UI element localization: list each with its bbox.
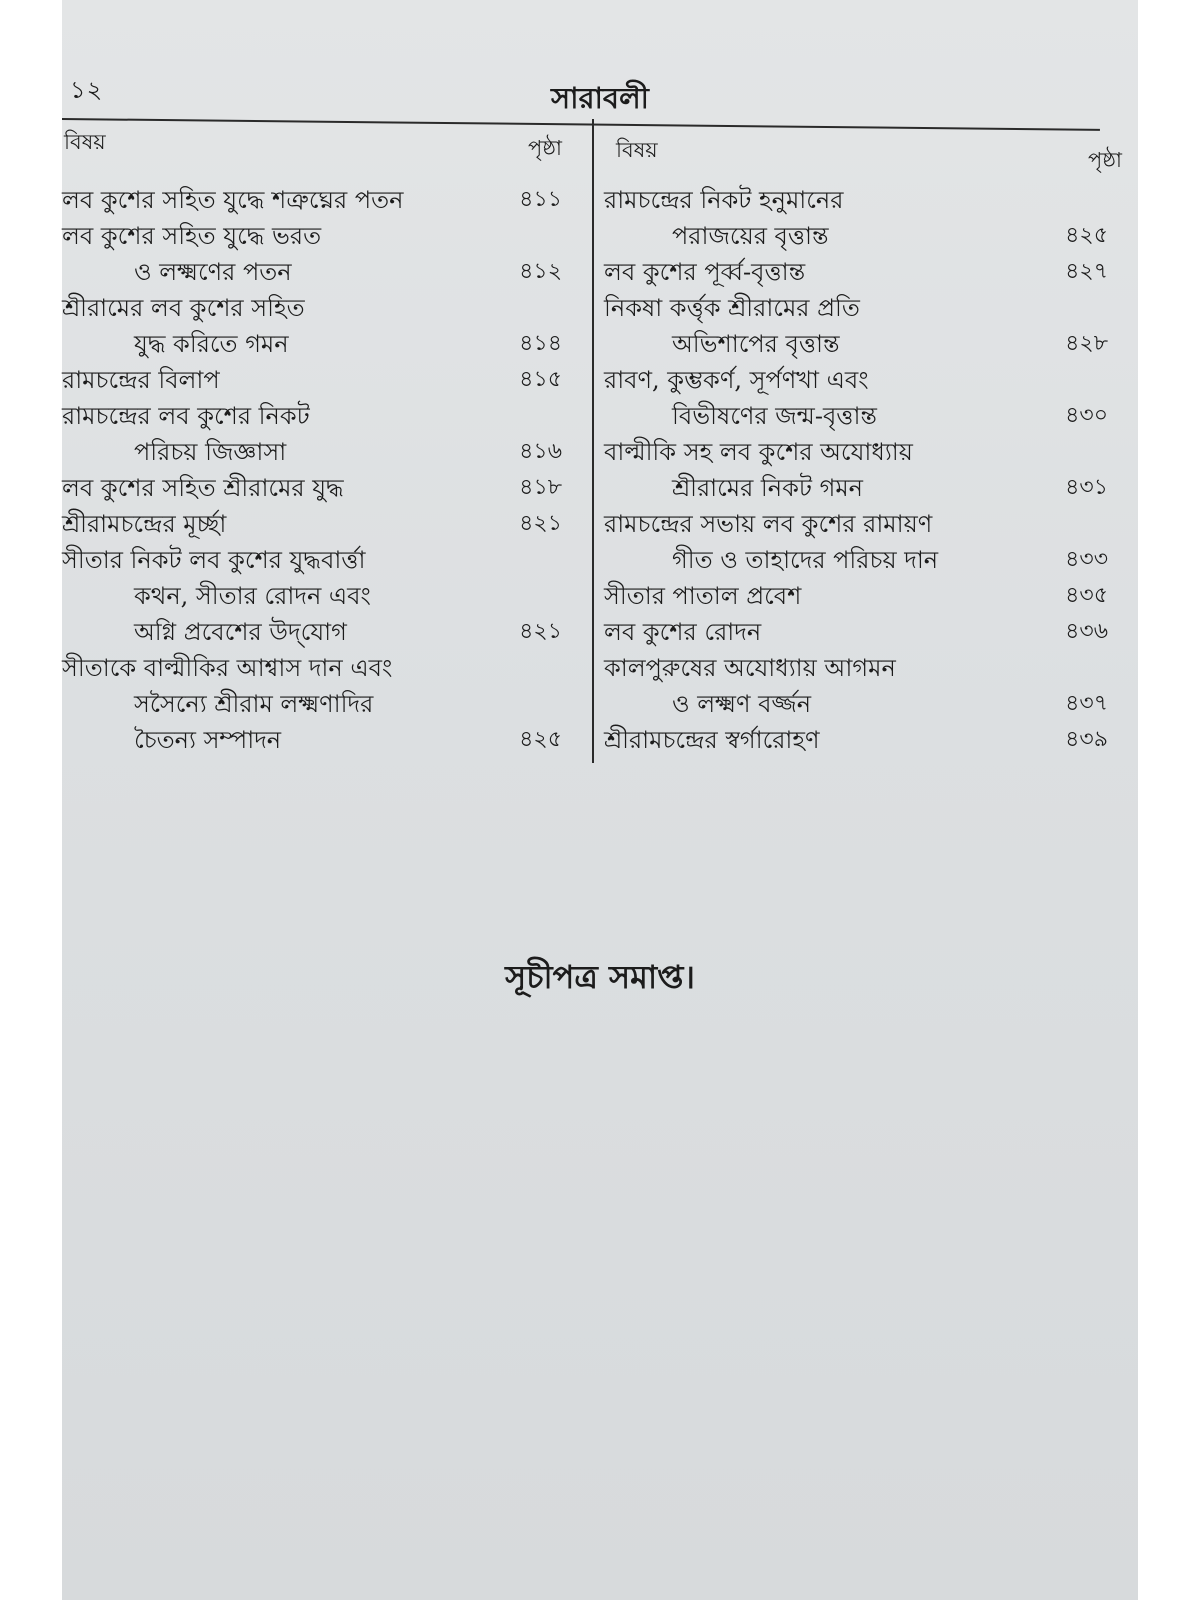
toc-entry-page: ৪১৪ <box>519 331 562 356</box>
toc-entry-page: ৪২১ <box>519 619 562 644</box>
toc-entry-text: রামচন্দ্রের সভায় লব কুশের রামায়ণ <box>604 510 933 538</box>
toc-entry-text: লব কুশের রোদন <box>604 618 762 646</box>
toc-entry-text: লব কুশের সহিত শ্রীরামের যুদ্ধ <box>62 474 344 502</box>
page-number: ১২ <box>70 76 104 104</box>
toc-entry <box>62 290 562 362</box>
toc-entry-page: ৪৩৩ <box>1065 547 1108 572</box>
toc-entry-text: শ্রীরামের নিকট গমন <box>672 474 863 502</box>
toc-entry-text: সীতাকে বাল্মীকির আশ্বাস দান এবং <box>62 654 393 682</box>
toc-entry-text: রাবণ, কুম্ভকর্ণ, সূর্পণখা এবং <box>604 366 869 394</box>
toc-entry-page: ৪২৫ <box>519 727 562 752</box>
toc-entry-text: গীত ও তাহাদের পরিচয় দান <box>672 546 939 574</box>
page-header <box>62 62 1138 118</box>
toc-entry-text: শ্রীরামচন্দ্রের স্বর্গারোহণ <box>604 726 820 754</box>
toc-entry-page: ৪১৬ <box>519 439 562 464</box>
toc-entry-page: ৪৩০ <box>1065 403 1108 428</box>
toc-entry-text: কালপুরুষের অযোধ্যায় আগমন <box>604 654 896 682</box>
toc-entry <box>604 290 1108 362</box>
toc-entry <box>62 398 562 470</box>
toc-entry <box>604 506 1108 578</box>
toc-entry-text: অভিশাপের বৃত্তান্ত <box>672 330 840 358</box>
toc-entry-page: ৪৩৬ <box>1065 619 1108 644</box>
toc-entry-text: নিকষা কর্ত্তৃক শ্রীরামের প্রতি <box>604 294 860 322</box>
toc-entry <box>604 722 1108 758</box>
toc-entry <box>604 614 1108 650</box>
toc-entry-text: বিভীষণের জন্ম-বৃত্তান্ত <box>672 402 877 430</box>
toc-entry <box>604 650 1108 722</box>
toc-entry <box>604 182 1108 254</box>
toc-entry-text: যুদ্ধ করিতে গমন <box>134 330 289 358</box>
end-of-contents: সূচীপত্র সমাপ্ত। <box>505 958 695 996</box>
toc-entry-text: ও লক্ষ্মণ বর্জ্জন <box>672 690 812 718</box>
column-header-left <box>62 122 562 182</box>
toc-entry <box>604 254 1108 290</box>
toc-entry-text: চৈতন্য সম্পাদন <box>134 726 282 754</box>
toc-entry <box>604 434 1108 506</box>
toc-entry-page: ৪২৭ <box>1065 259 1108 284</box>
toc-entry-page: ৪৩৭ <box>1065 691 1108 716</box>
toc-entry-text: লব কুশের সহিত যুদ্ধে শত্রুঘ্নের পতন <box>62 186 404 214</box>
toc-entry <box>62 542 562 650</box>
toc-entry <box>604 578 1108 614</box>
toc-entry <box>62 650 562 758</box>
toc-entry-text: সসৈন্যে শ্রীরাম লক্ষ্মণাদির <box>134 690 374 718</box>
toc-entry-text: লব কুশের পূর্ব্ব-বৃত্তান্ত <box>604 258 806 286</box>
toc-left-list <box>62 182 562 758</box>
toc-entry-text: রামচন্দ্রের লব কুশের নিকট <box>62 402 310 430</box>
toc-entry-page: ৪২৮ <box>1065 331 1108 356</box>
topic-heading: বিষয় <box>616 138 658 162</box>
toc-entry-text: পরাজয়ের বৃত্তান্ত <box>672 222 829 250</box>
toc-entry-text: বাল্মীকি সহ লব কুশের অযোধ্যায় <box>604 438 913 466</box>
toc-left-column <box>62 122 562 758</box>
toc-entry <box>62 506 562 542</box>
topic-heading: বিষয় <box>64 130 106 154</box>
toc-entry-text: রামচন্দ্রের বিলাপ <box>62 366 220 394</box>
toc-entry-text: পরিচয় জিজ্ঞাসা <box>134 438 287 466</box>
toc-entry-text: কথন, সীতার রোদন এবং <box>134 582 371 610</box>
toc-right-column <box>604 122 1122 758</box>
column-divider <box>592 119 594 763</box>
page-heading: পৃষ্ঠা <box>1087 148 1122 172</box>
toc-entry-page: ৪৩৯ <box>1065 727 1108 752</box>
toc-entry-page: ৪১৫ <box>519 367 562 392</box>
toc-entry-text: রামচন্দ্রের নিকট হনুমানের <box>604 186 844 214</box>
toc-entry-page: ৪২৫ <box>1065 223 1108 248</box>
toc-entry-text: অগ্নি প্রবেশের উদ্‌যোগ <box>134 618 347 646</box>
page-heading: পৃষ্ঠা <box>527 136 562 160</box>
toc-right-list <box>604 182 1108 758</box>
column-header-right <box>604 122 1122 182</box>
toc-entry-page: ৪৩১ <box>1065 475 1108 500</box>
toc-entry-text: শ্রীরামচন্দ্রের মূর্চ্ছা <box>62 510 227 538</box>
toc-entry-text: শ্রীরামের লব কুশের সহিত <box>62 294 305 322</box>
toc-entry-page: ৪১১ <box>519 187 562 212</box>
toc-entry-text: লব কুশের সহিত যুদ্ধে ভরত <box>62 222 322 250</box>
toc-entry <box>604 362 1108 434</box>
toc-entry-page: ৪২১ <box>519 511 562 536</box>
toc-entry-text: সীতার নিকট লব কুশের যুদ্ধবার্ত্তা <box>62 546 366 574</box>
book-page <box>62 0 1138 1600</box>
running-title: সারাবলী <box>551 81 649 115</box>
toc-entry <box>62 470 562 506</box>
toc-entry-text: সীতার পাতাল প্রবেশ <box>604 582 802 610</box>
toc-entry-page: ৪১২ <box>519 259 562 284</box>
toc-entry <box>62 362 562 398</box>
toc-entry <box>62 182 562 218</box>
toc-entry <box>62 218 562 290</box>
toc-entry-page: ৪১৮ <box>519 475 562 500</box>
toc-entry-page: ৪৩৫ <box>1065 583 1108 608</box>
toc-entry-text: ও লক্ষ্মণের পতন <box>134 258 292 286</box>
